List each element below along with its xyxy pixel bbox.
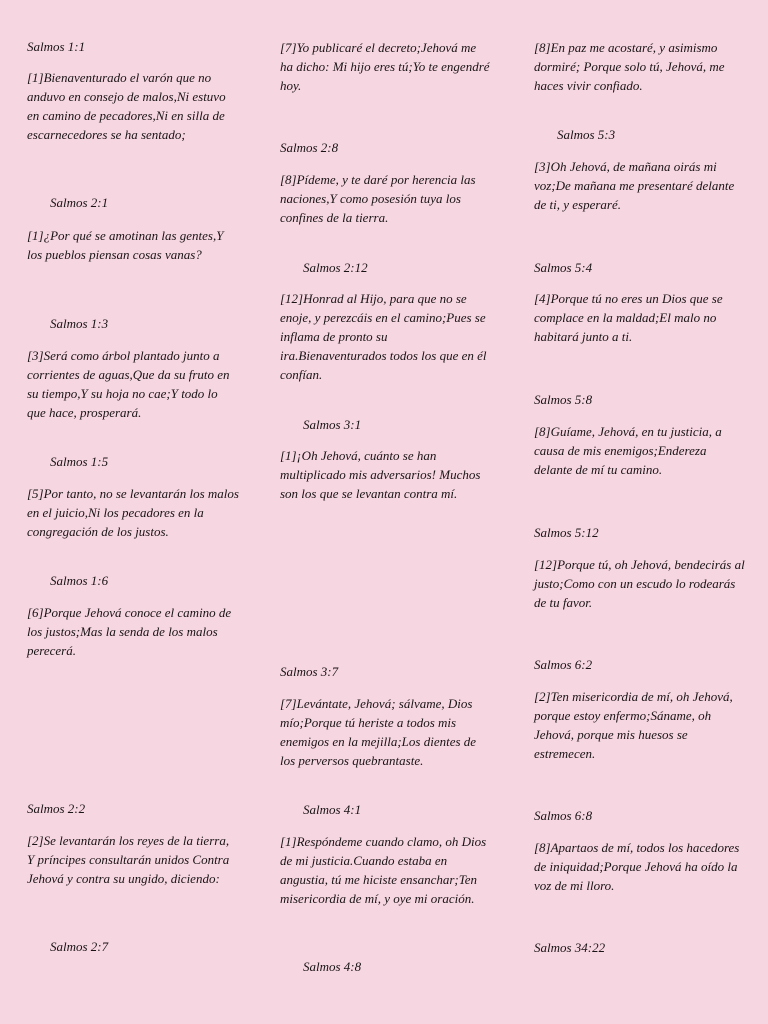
verse-reference: Salmos 3:7 bbox=[280, 664, 339, 679]
verse-text: [1]¿Por qué se amotinan las gentes,Y los pueblos piensan cosas vanas? bbox=[27, 228, 224, 262]
verse-reference: Salmos 2:2 bbox=[27, 801, 86, 816]
verse-text: [1]Bienaventurado el varón que no anduvo en consejo de malos,Ni estuvo en camino de pecadores,Ni en silla de escarnecedores se ha sentado; bbox=[27, 70, 226, 142]
verse-text: [8]Pídeme, y te daré por herencia las naciones,Y como posesión tuya los confines de la tierra. bbox=[280, 172, 476, 225]
verse-reference: Salmos 3:1 bbox=[303, 417, 362, 432]
verse-text: [7]Levántate, Jehová; sálvame, Dios mío;Porque tú heriste a todos mis enemigos en la mejilla;Los dientes de los perversos quebrantaste. bbox=[280, 696, 477, 768]
verse-text: [8]En paz me acostaré, y asimismo dormiré; Porque solo tú, Jehová, me haces vivir confiado. bbox=[534, 40, 725, 93]
verse-reference: Salmos 2:1 bbox=[50, 195, 109, 210]
verse-reference: Salmos 5:8 bbox=[534, 392, 593, 407]
verse-text: [8]Apartaos de mí, todos los hacedores de iniquidad;Porque Jehová ha oído la voz de mi lloro. bbox=[534, 840, 740, 893]
verse-text: [8]Guíame, Jehová, en tu justicia, a causa de mis enemigos;Endereza delante de mí tu camino. bbox=[534, 424, 722, 477]
verse-reference: Salmos 2:8 bbox=[280, 140, 339, 155]
verse-reference: Salmos 4:8 bbox=[303, 959, 362, 974]
verse-reference: Salmos 5:3 bbox=[557, 127, 616, 142]
verse-text: [6]Porque Jehová conoce el camino de los justos;Mas la senda de los malos perecerá. bbox=[27, 605, 232, 658]
verse-text: [12]Porque tú, oh Jehová, bendecirás al justo;Como con un escudo lo rodearás de tu favor. bbox=[534, 557, 745, 610]
verse-text: [12]Honrad al Hijo, para que no se enoje, y perezcáis en el camino;Pues se inflama de pronto su ira.Bienaventurados todos los que en él confían. bbox=[280, 291, 487, 382]
verse-reference: Salmos 2:7 bbox=[50, 939, 109, 954]
verse-reference: Salmos 1:3 bbox=[50, 316, 109, 331]
verse-reference: Salmos 34:22 bbox=[534, 940, 606, 955]
verse-text: [7]Yo publicaré el decreto;Jehová me ha dicho: Mi hijo eres tú;Yo te engendré hoy. bbox=[280, 40, 490, 93]
verse-text: [5]Por tanto, no se levantarán los malos en el juicio,Ni los pecadores en la congregación de los justos. bbox=[27, 486, 239, 539]
verse-reference: Salmos 1:5 bbox=[50, 454, 109, 469]
verse-text: [3]Oh Jehová, de mañana oirás mi voz;De mañana me presentaré delante de ti, y esperaré. bbox=[534, 159, 735, 212]
verse-reference: Salmos 5:12 bbox=[534, 525, 599, 540]
verse-text: [1]Respóndeme cuando clamo, oh Dios de mi justicia.Cuando estaba en angustia, tú me hiciste ensanchar;Ten misericordia de mí, y oye mi oración. bbox=[280, 834, 487, 906]
verse-text: [2]Ten misericordia de mí, oh Jehová, porque estoy enfermo;Sáname, oh Jehová, porque mis huesos se estremecen. bbox=[534, 689, 733, 761]
verse-reference: Salmos 5:4 bbox=[534, 260, 593, 275]
verse-reference: Salmos 4:1 bbox=[303, 802, 362, 817]
verse-text: [1]¡Oh Jehová, cuánto se han multiplicado mis adversarios! Muchos son los que se levantan contra mí. bbox=[280, 448, 481, 501]
verse-reference: Salmos 6:2 bbox=[534, 657, 593, 672]
verse-reference: Salmos 2:12 bbox=[303, 260, 368, 275]
verse-reference: Salmos 1:1 bbox=[27, 39, 86, 54]
verse-reference: Salmos 1:6 bbox=[50, 573, 109, 588]
verse-text: [2]Se levantarán los reyes de la tierra, Y príncipes consultarán unidos Contra Jehová y contra su ungido, diciendo: bbox=[27, 833, 230, 886]
verse-reference: Salmos 6:8 bbox=[534, 808, 593, 823]
verse-text: [4]Porque tú no eres un Dios que se complace en la maldad;El malo no habitará junto a ti. bbox=[534, 291, 723, 344]
verse-text: [3]Será como árbol plantado junto a corrientes de aguas,Que da su fruto en su tiempo,Y su hoja no cae;Y todo lo que hace, prosperará. bbox=[27, 348, 230, 420]
